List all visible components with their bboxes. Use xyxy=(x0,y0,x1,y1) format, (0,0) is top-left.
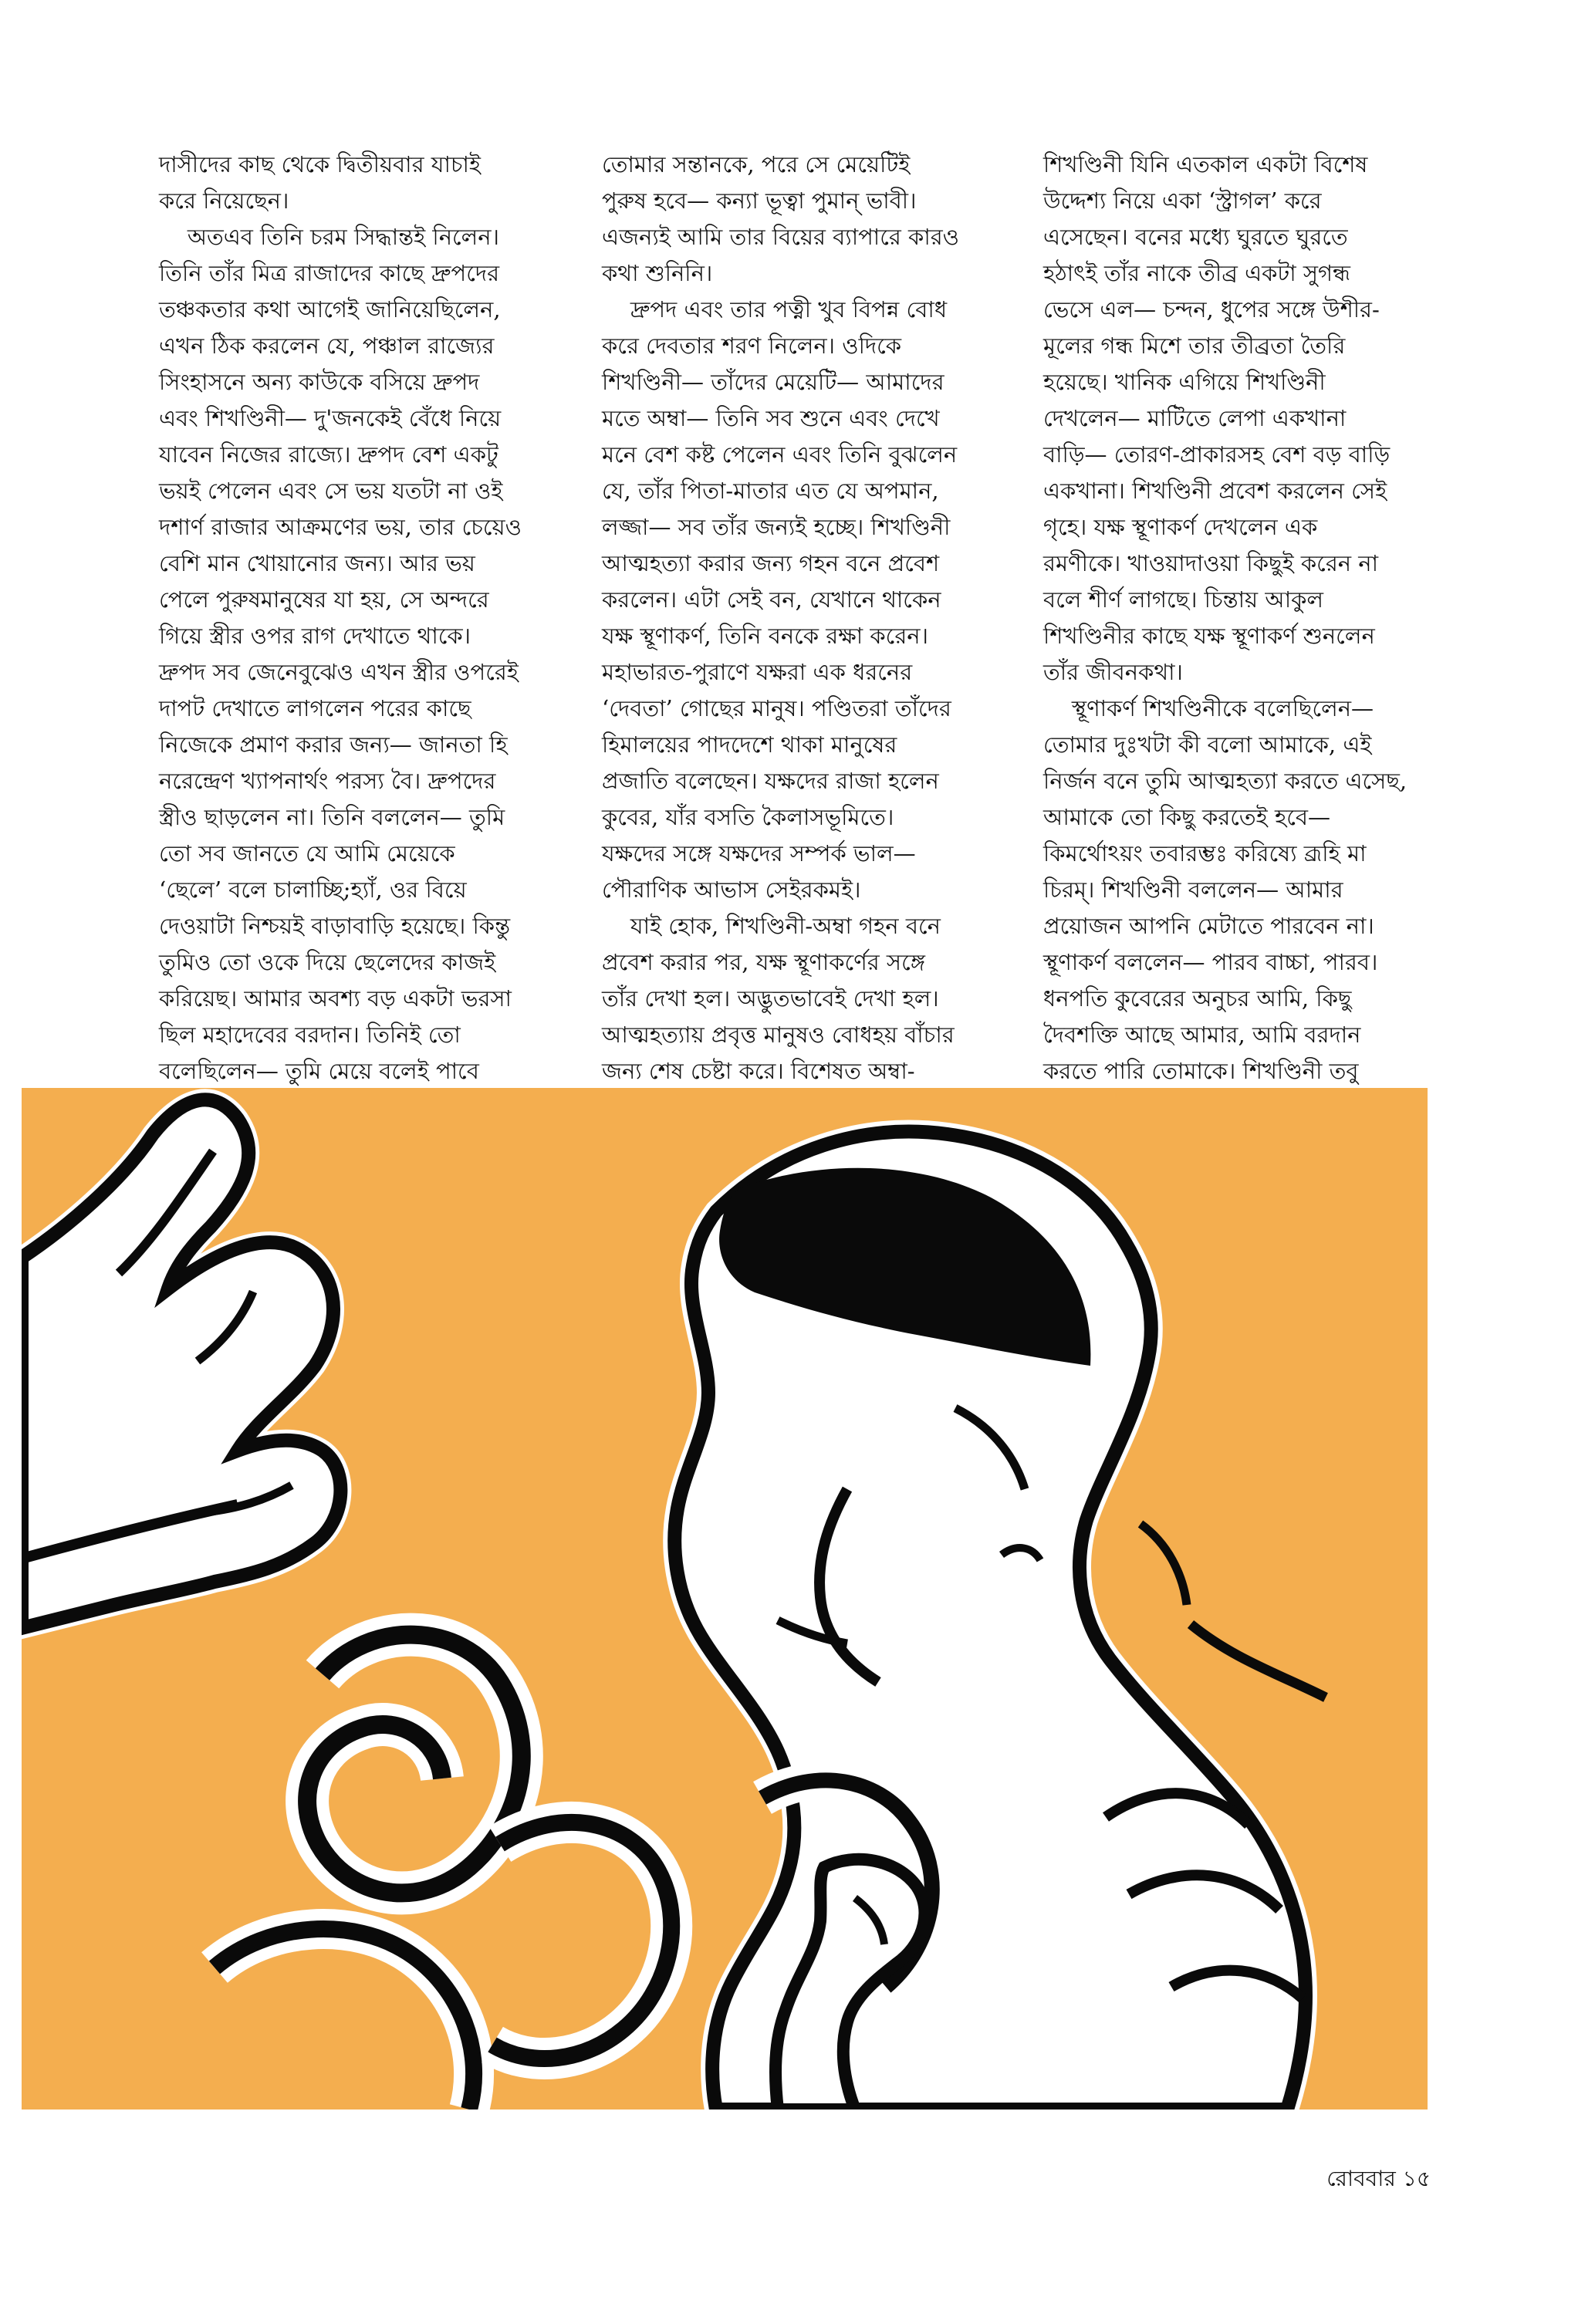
article-column-3: শিখণ্ডিনী যিনি এতকাল একটা বিশেষ উদ্দেশ্য নিয়ে একা ‘স্ট্রাগল’ করে এসেছেন। বনের মধ্যে ঘুরতে ঘুরতে হঠাৎই তাঁর নাকে তীব্র একটা সুগন্ধ ভেসে এল— চন্দন, ধুপের সঙ্গে উশীর- মূলের গন্ধ মিশে তার তীব্রতা তৈরি হয়েছে। খানিক এগিয়ে শিখণ্ডিনী দেখলেন— মাটিতে লেপা একখানা বাড়ি— তোরণ-প্রাকারসহ বেশ বড় বাড়ি একখানা। শিখণ্ডিনী প্রবেশ করলেন সেই গৃহে। যক্ষ স্থূণাকর্ণ দেখলেন এক রমণীকে। খাওয়াদাওয়া কিছুই করেন না বলে শীর্ণ লাগছে। চিন্তায় আকুল শিখণ্ডিনীর কাছে যক্ষ স্থূণাকর্ণ শুনলেন তাঁর জীবনকথা। স্থূণাকর্ণ শিখণ্ডিনীকে বলেছিলেন— তোমার দুঃখটা কী বলো আমাকে, এই নির্জন বনে তুমি আত্মহত্যা করতে এসেছ, আমাকে তো কিছু করতেই হবে— কিমর্থোঽয়ং তবারম্ভঃ করিষ্যে ব্রূহি মা চিরম্। শিখণ্ডিনী বললেন— আমার প্রয়োজন আপনি মেটাতে পারবেন না। স্থূণাকর্ণ বললেন— পারব বাচ্চা, পারব। ধনপতি কুবেরের অনুচর আমি, কিছু দৈবশক্তি আছে আমার, আমি বরদান করতে পারি তোমাকে। শিখণ্ডিনী তবু xyxy=(1043,151,1407,1084)
illustration-svg xyxy=(22,1088,1428,2110)
article-column-2: তোমার সন্তানকে, পরে সে মেয়েটিই পুরুষ হবে— কন্যা ভূত্বা পুমান্ ভাবী। এজন্যই আমি তার বিয়ের ব্যাপারে কারও কথা শুনিনি। দ্রুপদ এবং তার পত্নী খুব বিপন্ন বোধ করে দেবতার শরণ নিলেন। ওদিকে শিখণ্ডিনী— তাঁদের মেয়েটি— আমাদের মতে অম্বা— তিনি সব শুনে এবং দেখে মনে বেশ কষ্ট পেলেন এবং তিনি বুঝলেন যে, তাঁর পিতা-মাতার এত যে অপমান, লজ্জা— সব তাঁর জন্যই হচ্ছে। শিখণ্ডিনী আত্মহত্যা করার জন্য গহন বনে প্রবেশ করলেন। এটা সেই বন, যেখানে থাকেন যক্ষ স্থূণাকর্ণ, তিনি বনকে রক্ষা করেন। মহাভারত-পুরাণে যক্ষরা এক ধরনের ‘দেবতা’ গোছের মানুষ। পণ্ডিতরা তাঁদের হিমালয়ের পাদদেশে থাকা মানুষের প্রজাতি বলেছেন। যক্ষদের রাজা হলেন কুবের, যাঁর বসতি কৈলাসভূমিতে। যক্ষদের সঙ্গে যক্ষদের সম্পর্ক ভাল— পৌরাণিক আভাস সেইরকমই। যাই হোক, শিখণ্ডিনী-অম্বা গহন বনে প্রবেশ করার পর, যক্ষ স্থূণাকর্ণের সঙ্গে তাঁর দেখা হল। অদ্ভুতভাবেই দেখা হল। আত্মহত্যায় প্রবৃত্ত মানুষও বোধহয় বাঁচার জন্য শেষ চেষ্টা করে। বিশেষত অম্বা- xyxy=(602,151,960,1084)
article-illustration xyxy=(22,1088,1428,2110)
page-footer: রোববার ১৫ xyxy=(1326,2166,1431,2191)
article-column-1: দাসীদের কাছ থেকে দ্বিতীয়বার যাচাই করে নিয়েছেন। অতএব তিনি চরম সিদ্ধান্তই নিলেন। তিনি তাঁর মিত্র রাজাদের কাছে দ্রুপদের তঞ্চকতার কথা আগেই জানিয়েছিলেন, এখন ঠিক করলেন যে, পঞ্চাল রাজ্যের সিংহাসনে অন্য কাউকে বসিয়ে দ্রুপদ এবং শিখণ্ডিনী— দু'জনকেই বেঁধে নিয়ে যাবেন নিজের রাজ্যে। দ্রুপদ বেশ একটু ভয়ই পেলেন এবং সে ভয় যতটা না ওই দশার্ণ রাজার আক্রমণের ভয়, তার চেয়েও বেশি মান খোয়ানোর জন্য। আর ভয় পেলে পুরুষমানুষের যা হয়, সে অন্দরে গিয়ে স্ত্রীর ওপর রাগ দেখাতে থাকে। দ্রুপদ সব জেনেবুঝেও এখন স্ত্রীর ওপরেই দাপট দেখাতে লাগলেন পরের কাছে নিজেকে প্রমাণ করার জন্য— জানতা হি নরেন্দ্রেণ খ্যাপনার্থং পরস্য বৈ। দ্রুপদের স্ত্রীও ছাড়লেন না। তিনি বললেন— তুমি তো সব জানতে যে আমি মেয়েকে ‘ছেলে’ বলে চালাচ্ছি;হ্যাঁ, ওর বিয়ে দেওয়াটা নিশ্চয়ই বাড়াবাড়ি হয়েছে। কিন্তু তুমিও তো ওকে দিয়ে ছেলেদের কাজই করিয়েছ। আমার অবশ্য বড় একটা ভরসা ছিল মহাদেবের বরদান। তিনিই তো বলেছিলেন— তুমি মেয়ে বলেই পাবে xyxy=(159,151,522,1084)
